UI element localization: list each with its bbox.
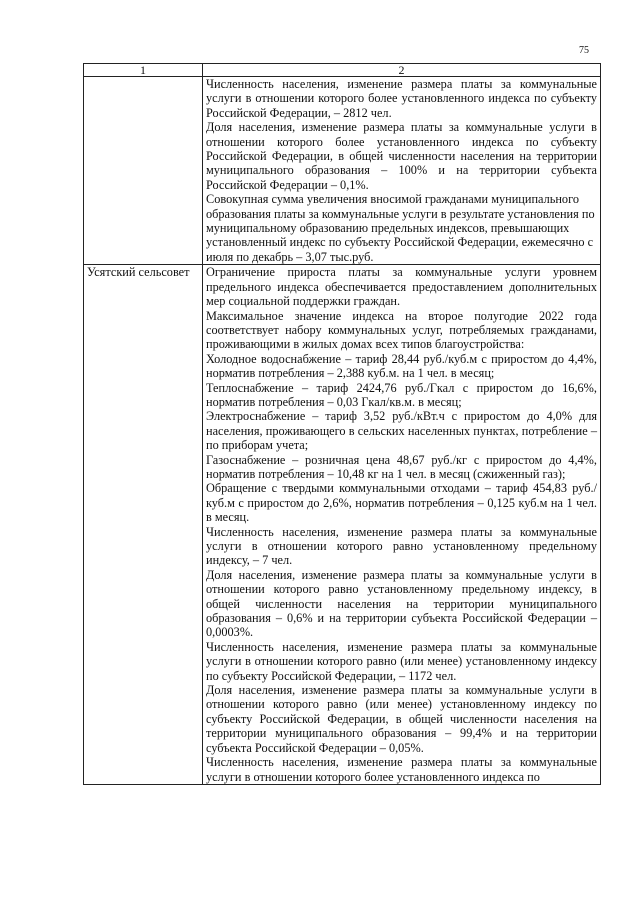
description-paragraph: Совокупная сумма увеличения вносимой гражданами муниципального образования платы за коммунальные услуги в результате установления по муниципальному образованию предельных индексов, превышающих установленный индекс по субъекту Российской Федерации, ежемесячно с июля по декабрь – 3,07 тыс.руб. (206, 192, 595, 264)
description-paragraph: Холодное водоснабжение – тариф 28,44 руб./куб.м с приростом до 4,4%, норматив потребления – 2,388 куб.м. на 1 чел. в месяц; (206, 351, 597, 381)
description-paragraph: Доля населения, изменение размера платы за коммунальные услуги в отношении которого равно (или менее) установленному индексу по субъекту Российской Федерации, в общей численности населения на территории муниципального образования – 99,4% и на территории субъекта Российской Федерации – 0,05%. (206, 683, 597, 755)
description-paragraph: Численность населения, изменение размера платы за коммунальные услуги в отношении которого равно (или менее) установленному индексу по субъекту Российской Федерации, – 1172 чел. (206, 639, 597, 683)
page-number: 75 (579, 45, 589, 56)
column-header-2: 2 (203, 64, 601, 77)
description-paragraph: Обращение с твердыми коммунальными отходами – тариф 454,83 руб./куб.м с приростом до 2,6%, норматив потребления – 0,125 куб.м на 1 чел. в месяц. (206, 481, 597, 525)
description-paragraph: Электроснабжение – тариф 3,52 руб./кВт.ч с приростом до 4,0% для населения, проживающего в сельских населенных пунктах, потребление – по приборам учета; (206, 409, 597, 453)
column-header-1: 1 (84, 64, 203, 77)
table-row (84, 265, 601, 785)
description-paragraph: Численность населения, изменение размера платы за коммунальные услуги в отношении которого равно установленному предельному индексу, – 7 чел. (206, 524, 597, 568)
description-paragraph: Ограничение прироста платы за коммунальные услуги уровнем предельного индекса обеспечивается предоставлением дополнительных мер социальной поддержки граждан. (206, 265, 597, 309)
municipality-cell: Усятский сельсовет (84, 265, 203, 785)
municipality-cell (84, 77, 203, 265)
description-paragraph: Теплоснабжение – тариф 2424,76 руб./Гкал с приростом до 16,6%, норматив потребления – 0,03 Гкал/кв.м. в месяц; (206, 380, 597, 409)
description-paragraph: Доля населения, изменение размера платы за коммунальные услуги в отношении которого равно установленному предельному индексу, в общей численности населения на территории муниципального образования – 0,6% и на территории субъекта Российской Федерации – 0,0003%. (206, 567, 597, 640)
description-paragraph: Газоснабжение – розничная цена 48,67 руб./кг с приростом до 4,4%, норматив потребления – 10,48 кг на 1 чел. в месяц (сжиженный газ); (206, 452, 597, 481)
description-paragraph: Численность населения, изменение размера платы за коммунальные услуги в отношении которого более установленного индекса по субъекту Российской Федерации, – 2812 чел. (206, 77, 597, 120)
description-paragraph: Доля населения, изменение размера платы за коммунальные услуги в отношении которого более установленного индекса по субъекту Российской Федерации, в общей численности населения на территории муниципального образования – 100% и на территории субъекта Российской Федерации – 0,1%. (206, 120, 597, 192)
description-paragraph: Максимальное значение индекса на второе полугодие 2022 года соответствует набору коммунальных услуг, потребляемых гражданами, проживающими в жилых домах всех типов благоустройства: (206, 308, 597, 352)
table-row (84, 77, 601, 265)
municipality-tariff-table (83, 63, 601, 785)
description-paragraph: Численность населения, изменение размера платы за коммунальные услуги в отношении которого более установленного индекса по (206, 755, 597, 784)
table-header-row (84, 64, 601, 77)
description-cell (203, 265, 601, 785)
description-cell (203, 77, 601, 265)
